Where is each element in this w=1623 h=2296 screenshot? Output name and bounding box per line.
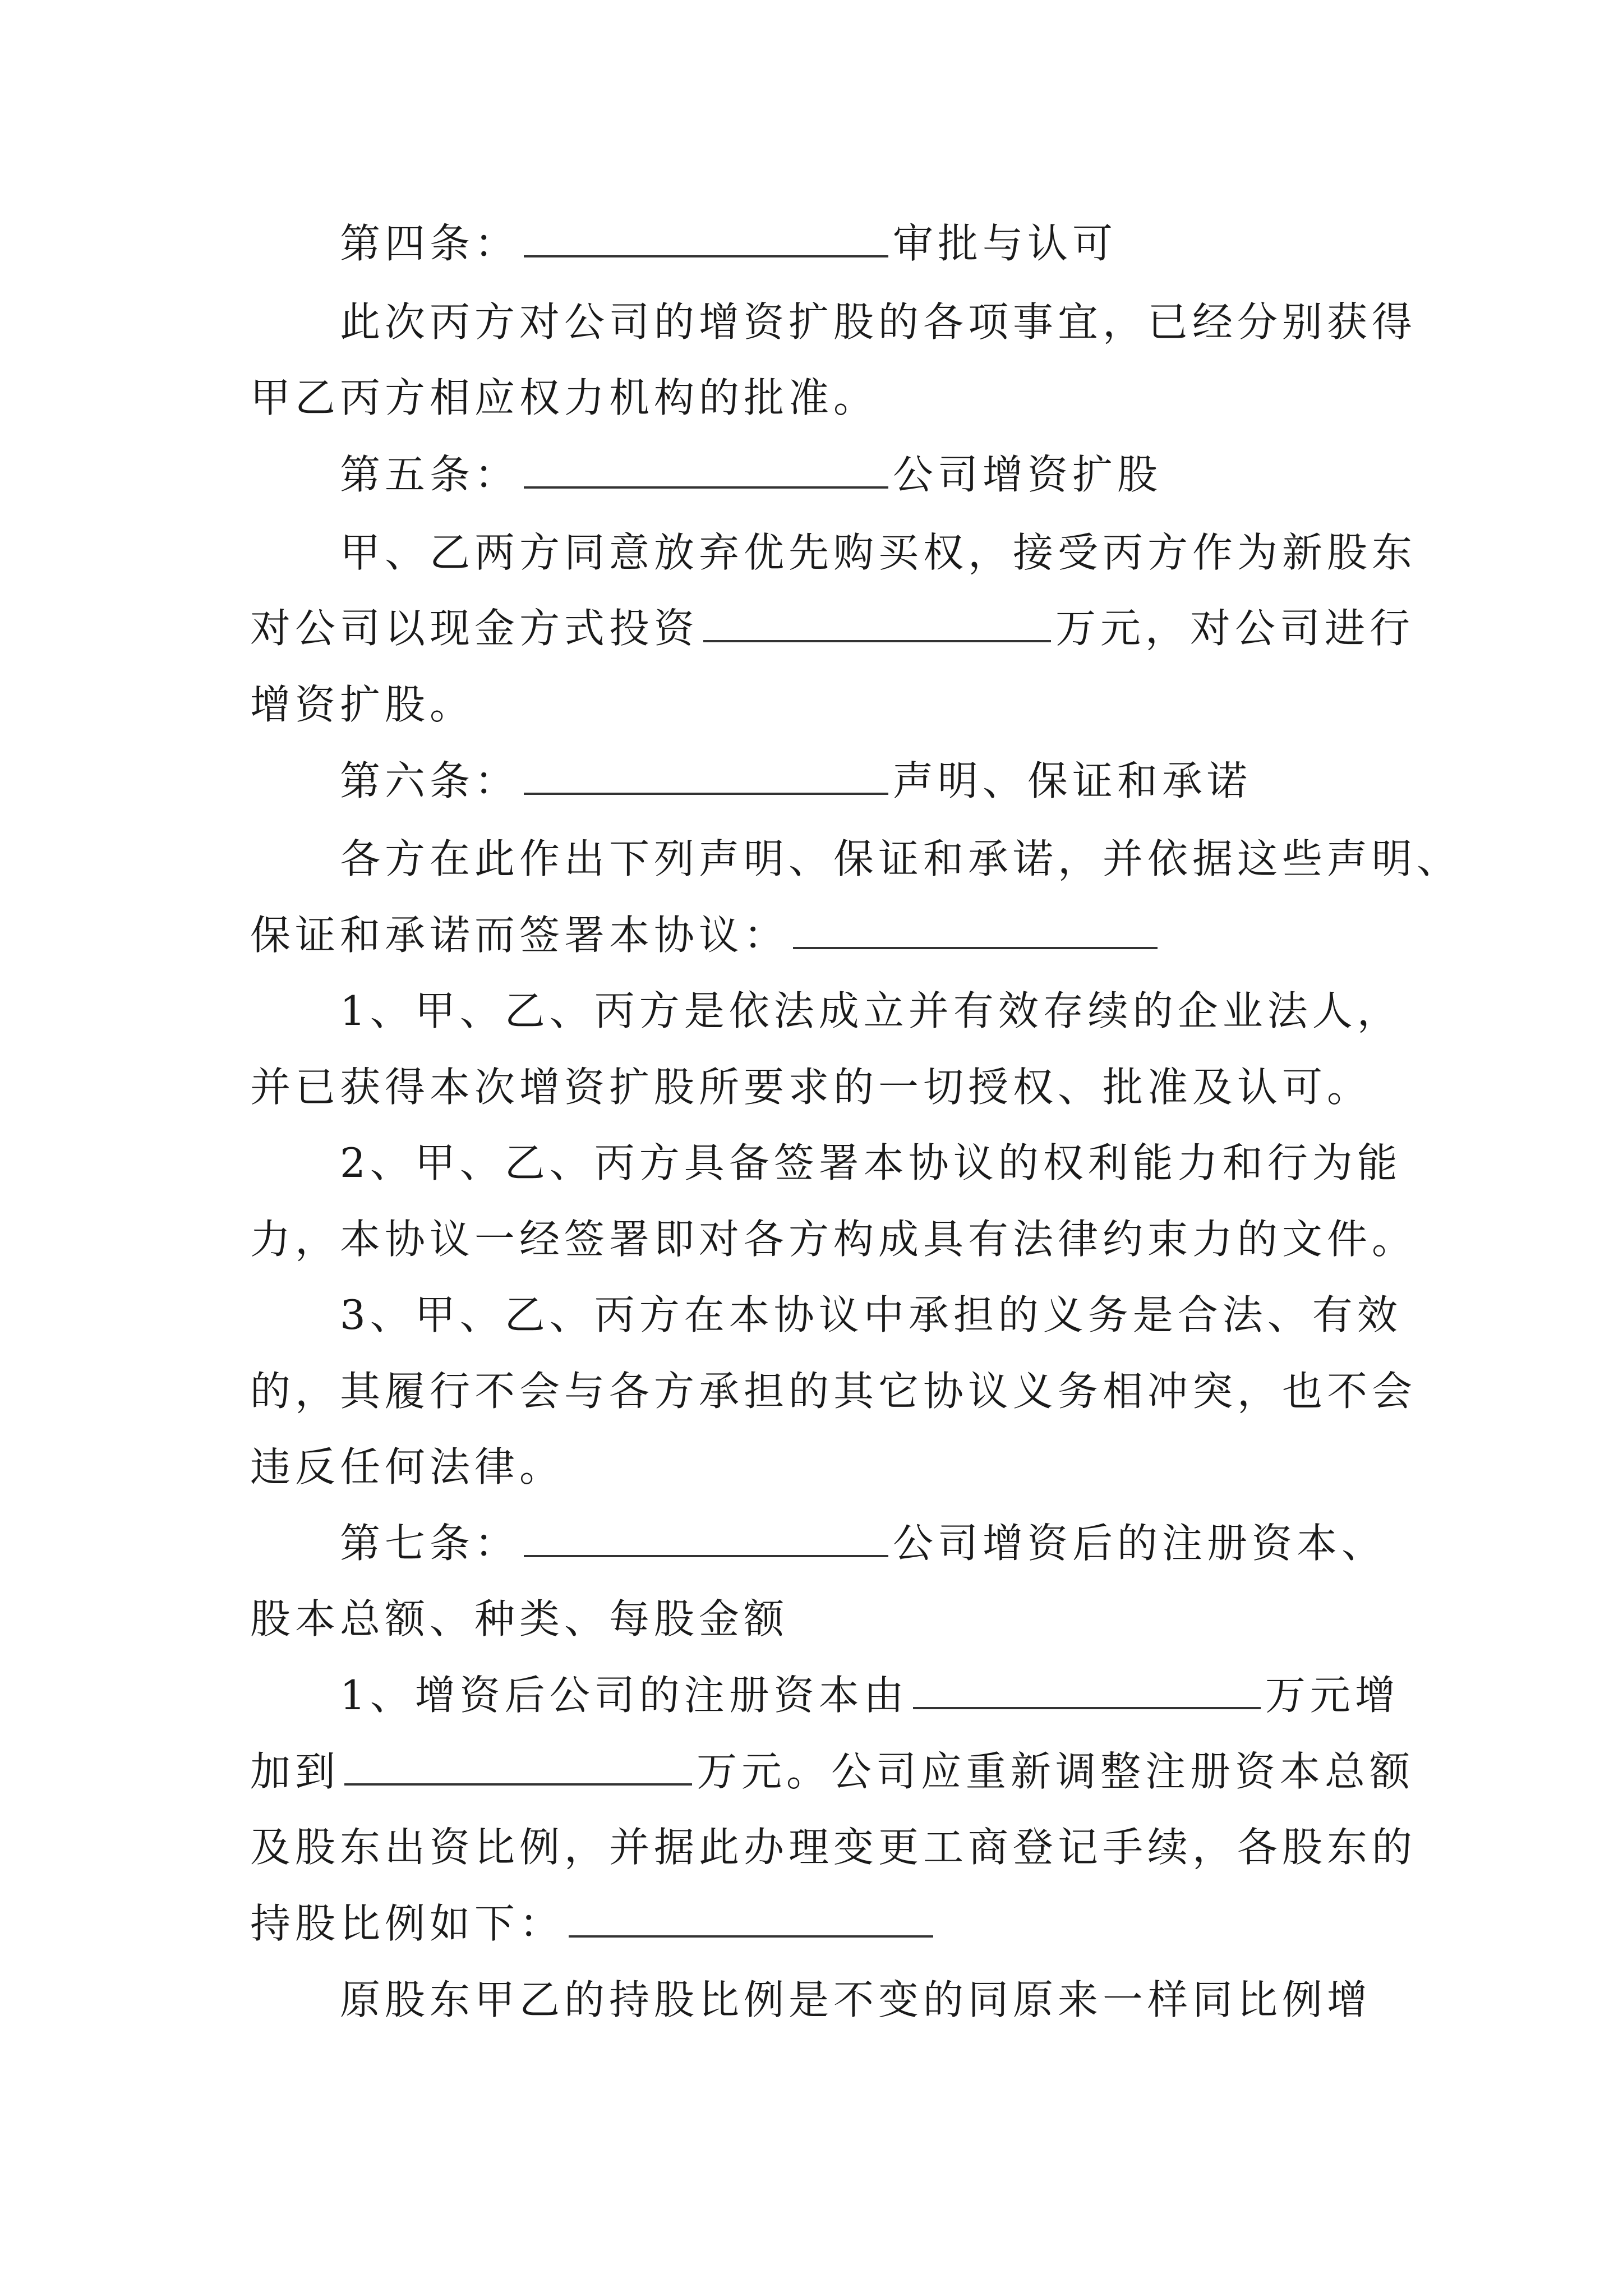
paragraph-line: 及股东出资比例，并据此办理变更工商登记手续，各股东的 bbox=[250, 1824, 1417, 1871]
article-7-title: 公司增资后的注册资本、 bbox=[893, 1520, 1387, 1567]
text-segment: 万元。公司应重新调整注册资本总额 bbox=[697, 1748, 1415, 1795]
article-4-heading bbox=[340, 215, 1394, 272]
text-segment: 万元增 bbox=[1265, 1672, 1400, 1719]
article-7-heading bbox=[340, 1515, 1394, 1571]
text-segment: 持股比例如下： bbox=[250, 1900, 565, 1947]
blank-field[interactable] bbox=[793, 910, 1158, 949]
article-5-title: 公司增资扩股 bbox=[893, 451, 1163, 498]
blank-field[interactable] bbox=[569, 1898, 933, 1938]
text-segment: 加到 bbox=[250, 1748, 340, 1795]
paragraph-line: 力，本协议一经签署即对各方构成具有法律约束力的文件。 bbox=[250, 1216, 1417, 1263]
blank-field[interactable] bbox=[524, 1518, 888, 1557]
text-segment: 万元，对公司进行 bbox=[1055, 605, 1415, 652]
article-7-label: 第七条： bbox=[340, 1520, 520, 1567]
paragraph-line: 原股东甲乙的持股比例是不变的同原来一样同比例增 bbox=[340, 1976, 1372, 2023]
paragraph-line: 1、甲、乙、丙方是依法成立并有效存续的企业法人， bbox=[340, 987, 1402, 1034]
article-4-label: 第四条： bbox=[340, 220, 520, 267]
paragraph-line bbox=[250, 907, 1394, 963]
paragraph-line: 各方在此作出下列声明、保证和承诺，并依据这些声明、 bbox=[340, 835, 1462, 882]
paragraph-line: 甲、乙两方同意放弃优先购买权，接受丙方作为新股东 bbox=[340, 529, 1417, 576]
article-4-title: 审批与认可 bbox=[893, 220, 1118, 267]
paragraph-line bbox=[250, 1895, 1394, 1952]
amount-blank-field[interactable] bbox=[344, 1746, 692, 1786]
text-segment: 保证和承诺而签署本协议： bbox=[250, 912, 789, 959]
paragraph-line: 并已获得本次增资扩股所要求的一切授权、批准及认可。 bbox=[250, 1064, 1372, 1111]
amount-blank-field[interactable] bbox=[913, 1670, 1261, 1709]
paragraph-line: 2、甲、乙、丙方具备签署本协议的权利能力和行为能 bbox=[340, 1139, 1402, 1186]
paragraph-line bbox=[250, 600, 1415, 656]
paragraph-line bbox=[340, 1667, 1400, 1723]
paragraph-line: 3、甲、乙、丙方在本协议中承担的义务是合法、有效 bbox=[340, 1291, 1402, 1338]
amount-blank-field[interactable] bbox=[703, 603, 1051, 642]
article-6-title: 声明、保证和承诺 bbox=[893, 757, 1252, 804]
blank-field[interactable] bbox=[524, 756, 888, 795]
blank-field[interactable] bbox=[524, 218, 888, 257]
text-segment: 对公司以现金方式投资 bbox=[250, 605, 699, 652]
paragraph-line: 股本总额、种类、每股金额 bbox=[250, 1595, 789, 1642]
text-segment: 1、增资后公司的注册资本由 bbox=[340, 1672, 909, 1719]
paragraph-line: 此次丙方对公司的增资扩股的各项事宜，已经分别获得 bbox=[340, 298, 1417, 346]
article-6-label: 第六条： bbox=[340, 757, 520, 804]
paragraph-line: 的，其履行不会与各方承担的其它协议义务相冲突，也不会 bbox=[250, 1368, 1417, 1415]
article-5-label: 第五条： bbox=[340, 451, 520, 498]
article-6-heading bbox=[340, 753, 1394, 809]
paragraph-line bbox=[250, 1743, 1415, 1800]
paragraph-line: 违反任何法律。 bbox=[250, 1443, 565, 1490]
blank-field[interactable] bbox=[524, 449, 888, 489]
paragraph-line: 增资扩股。 bbox=[250, 681, 475, 728]
article-5-heading bbox=[340, 447, 1394, 503]
paragraph-line: 甲乙丙方相应权力机构的批准。 bbox=[250, 374, 879, 421]
